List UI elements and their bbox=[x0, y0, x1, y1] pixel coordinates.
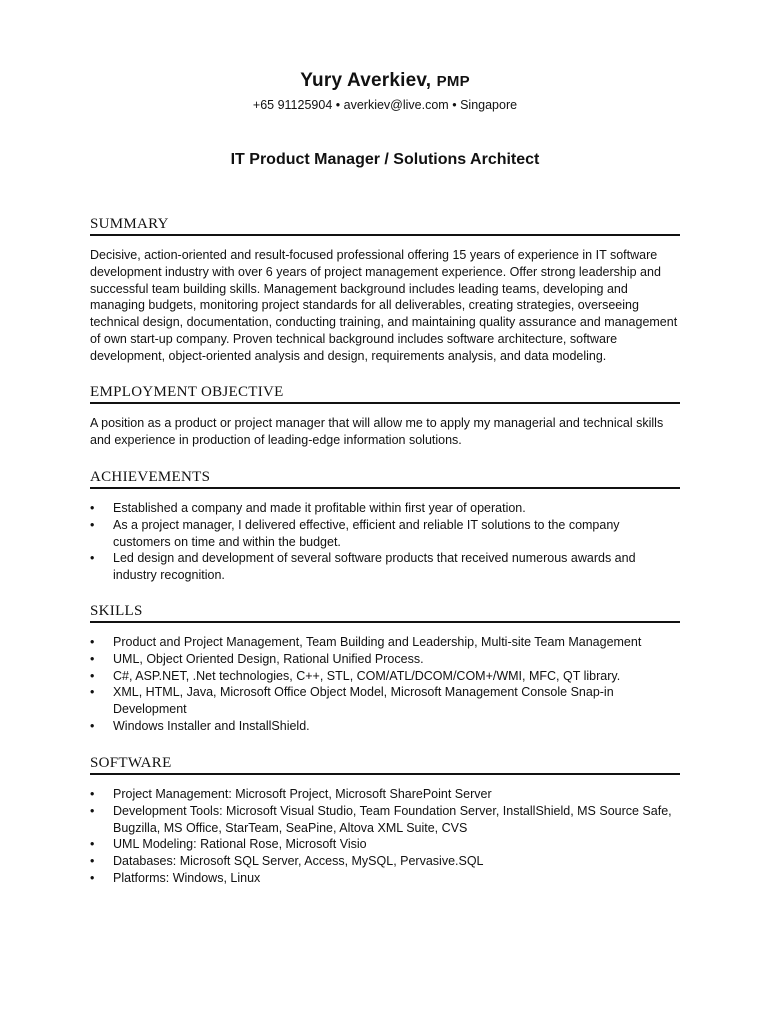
list-item bbox=[90, 684, 680, 718]
list-item-text: Established a company and made it profitable within first year of operation. bbox=[113, 501, 526, 515]
achievements-heading: ACHIEVEMENTS bbox=[90, 467, 680, 489]
bullet: • bbox=[90, 651, 95, 666]
list-item-text: Windows Installer and InstallShield. bbox=[113, 718, 310, 733]
candidate-name-text: Yury Averkiev, bbox=[300, 70, 432, 91]
list-item bbox=[90, 870, 680, 887]
list-item bbox=[90, 651, 680, 668]
list-item-text: C#, ASP.NET, .Net technologies, C++, STL, COM/ATL/DCOM/COM+/WMI, MFC, QT library. bbox=[113, 668, 621, 683]
bullet: • bbox=[90, 870, 95, 885]
bullet: • bbox=[90, 854, 95, 869]
list-item bbox=[90, 668, 680, 685]
bullet: • bbox=[90, 635, 95, 649]
list-item bbox=[90, 517, 680, 551]
bullet: • bbox=[90, 685, 95, 700]
list-item-text: Product and Project Management, Team Building and Leadership, Multi-site Team Management bbox=[113, 635, 642, 649]
list-item bbox=[90, 836, 680, 853]
list-item bbox=[90, 803, 680, 837]
bullet: • bbox=[90, 551, 95, 566]
bullet: • bbox=[90, 718, 95, 733]
credential: PMP bbox=[436, 73, 470, 90]
list-item bbox=[90, 786, 680, 803]
list-item bbox=[90, 853, 680, 870]
software-list bbox=[90, 786, 680, 887]
location: Singapore bbox=[460, 98, 518, 112]
bullet: • bbox=[90, 668, 95, 683]
summary-text: Decisive, action-oriented and result-focused professional offering 15 years of experience in IT software development industry with over 6 years of project management experience. Offer strong leadership and successful team building skills. Management background includes leading teams, developing and managing budgets, monitoring project standards for all deliverables, creating strategies, overseeing technical design, documentation, conducting training, and maintaining quality assurance and management of own start-up company. Proven technical background includes software architecture, software development, object-oriented analysis and design, requirements analysis, and data modeling. bbox=[90, 248, 678, 363]
list-item-text: UML Modeling: Rational Rose, Microsoft Visio bbox=[113, 837, 367, 852]
list-item-text: Project Management: Microsoft Project, Microsoft SharePoint Server bbox=[113, 787, 492, 801]
bullet: • bbox=[90, 501, 95, 515]
list-item-text: XML, HTML, Java, Microsoft Office Object Model, Microsoft Management Console Snap-in Development bbox=[113, 685, 614, 717]
software-heading: SOFTWARE bbox=[90, 753, 680, 775]
achievements-section bbox=[90, 467, 680, 584]
list-item-text: As a project manager, I delivered effective, efficient and reliable IT solutions to the company customers on time and within the budget. bbox=[113, 517, 620, 549]
list-item-text: UML, Object Oriented Design, Rational Unified Process. bbox=[113, 651, 424, 666]
objective-text: A position as a product or project manager that will allow me to apply my managerial and technical skills and experience in production of leading-edge information solutions. bbox=[90, 416, 664, 447]
list-item-text: Platforms: Windows, Linux bbox=[113, 870, 261, 885]
summary-heading: SUMMARY bbox=[90, 214, 680, 236]
list-item bbox=[90, 634, 680, 651]
list-item bbox=[90, 550, 680, 584]
bullet: • bbox=[90, 517, 95, 532]
achievements-list bbox=[90, 500, 680, 584]
objective-section bbox=[90, 382, 680, 449]
bullet: • bbox=[90, 803, 95, 818]
skills-heading: SKILLS bbox=[90, 601, 680, 623]
objective-heading: EMPLOYMENT OBJECTIVE bbox=[90, 382, 680, 404]
skills-section bbox=[90, 601, 680, 735]
software-section bbox=[90, 753, 680, 887]
list-item-text: Databases: Microsoft SQL Server, Access, MySQL, Pervasive.SQL bbox=[113, 854, 484, 869]
list-item-text: Development Tools: Microsoft Visual Studio, Team Foundation Server, InstallShield, MS Source Safe, Bugzilla, MS Office, StarTeam, SeaPine, Altova XML Suite, CVS bbox=[113, 803, 672, 835]
separator: • bbox=[335, 98, 341, 112]
bullet: • bbox=[90, 837, 95, 852]
list-item bbox=[90, 500, 680, 517]
separator: • bbox=[452, 98, 457, 112]
contact-line bbox=[90, 98, 680, 112]
phone: +65 91125904 bbox=[252, 98, 333, 112]
list-item bbox=[90, 718, 680, 735]
email[interactable]: averkiev@live.com bbox=[343, 98, 449, 112]
bullet: • bbox=[90, 787, 95, 801]
summary-section bbox=[90, 214, 680, 365]
list-item-text: Led design and development of several software products that received numerous awards and industry recognition. bbox=[113, 551, 636, 583]
skills-list bbox=[90, 634, 680, 735]
role-title: IT Product Manager / Solutions Architect bbox=[230, 151, 540, 168]
candidate-name bbox=[90, 70, 680, 92]
